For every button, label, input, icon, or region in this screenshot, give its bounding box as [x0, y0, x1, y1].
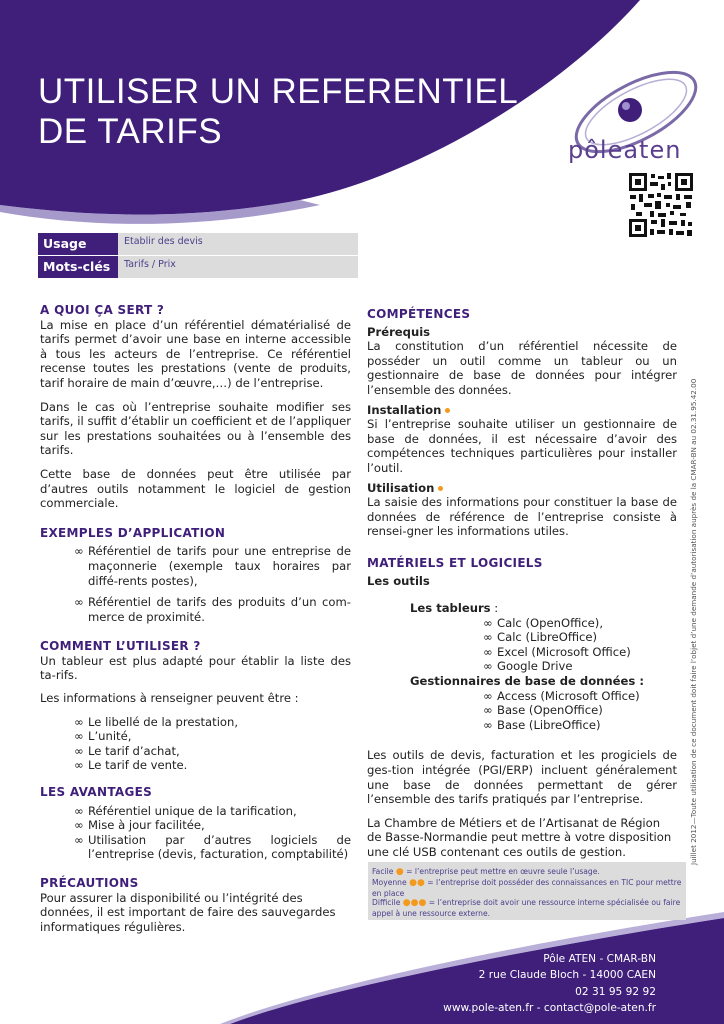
- avantages-list: [40, 804, 351, 862]
- exemples-list: [40, 544, 351, 624]
- list-item: ∞ Référentiel de tarifs des produits d’un com-merce de proximité.: [74, 595, 351, 624]
- list-item: ∞ Le tarif d’achat,: [74, 743, 180, 758]
- list-item: ∞ Calc (OpenOffice),: [483, 615, 604, 630]
- section-heading-avantages: LES AVANTAGES: [40, 785, 153, 800]
- tools-block: [410, 601, 677, 732]
- paragraph: Pour assurer la disponibilité ou l’intégrité des données, il est important de faire des sauvegardes informatiques régulières.: [40, 890, 336, 934]
- meta-key: Mots-clés: [38, 256, 118, 278]
- meta-row-keywords: [38, 256, 358, 278]
- paragraph: La saisie des informations pour constituer la base de données de référence de l’entreprise consiste à rensei-gner les informations utiles.: [367, 495, 677, 539]
- section-heading-materiels: MATÉRIELS ET LOGICIELS: [367, 555, 543, 570]
- list-item: ∞ Utilisation par d’autres logiciels de l’entreprise (devis, facturation, comptabilité): [74, 832, 351, 862]
- infinity-bullet-icon: ∞: [74, 729, 84, 744]
- gestionnaires-label: Gestionnaires de base de données :: [410, 674, 644, 689]
- list-item: ∞ Le tarif de vente.: [74, 758, 188, 773]
- paragraph: Dans le cas où l’entreprise souhaite modifier ses tarifs, il suffit d’établir un coefficient et de l’appliquer sur les prestations souhaitées ou à l’ensemble des tarifs.: [40, 399, 351, 458]
- page-title: UTILISER UN REFERENTIEL DE TARIFS: [38, 72, 517, 151]
- paragraph: Si l’entreprise souhaite utiliser un gestionnaire de base de données, il est nécessaire d’avoir des compétences techniques particulières pour installer l’outil.: [367, 417, 677, 475]
- subheading-prerequis: Prérequis: [367, 324, 431, 339]
- infinity-bullet-icon: ∞: [74, 803, 84, 818]
- difficulty-legend: [368, 862, 686, 920]
- list-item: ∞ Référentiel unique de la tarification,: [74, 803, 297, 818]
- meta-value: Tarifs / Prix: [118, 256, 358, 278]
- footer-phone: 02 31 95 92 92: [575, 985, 656, 998]
- side-copyright-text: Juillet 2012—Toute utilisation de ce document doit faire l’objet d’une demande d’autorisation auprès de la CMAR-BN au 02.31.95.42.00: [689, 378, 698, 865]
- list-item: ∞ Access (Microsoft Office): [483, 688, 640, 703]
- footer-org: Pôle ATEN - CMAR-BN: [543, 953, 656, 965]
- tableurs-list: [435, 616, 677, 674]
- paragraph: La constitution d’un référentiel nécessite de posséder un outil comme un tableur ou un gestionnaire de base de données pour intégrer l’ensemble des données.: [367, 339, 677, 397]
- paragraph: Cette base de données peut être utilisée par d’autres outils notamment le logiciel de gestion commerciale.: [40, 466, 351, 511]
- infinity-bullet-icon: ∞: [483, 703, 493, 718]
- infinity-bullet-icon: ∞: [74, 544, 84, 559]
- list-item: ∞ Calc (LibreOffice): [483, 630, 598, 645]
- gestionnaires-list: [435, 689, 677, 733]
- comment-list: [40, 715, 351, 773]
- paragraph: Un tableur est plus adapté pour établir la liste des ta-rifs.: [40, 653, 351, 683]
- difficulty-dot-icon: [438, 486, 443, 491]
- infinity-bullet-icon: ∞: [74, 758, 84, 773]
- footer-links[interactable]: www.pole-aten.fr - contact@pole-aten.fr: [443, 1001, 656, 1014]
- footer-address: 2 rue Claude Bloch - 14000 CAEN: [478, 969, 656, 982]
- paragraph: Les outils de devis, facturation et les progiciels de ges-tion intégrée (PGI/ERP) incluent généralement une base de données permettant de gérer l’ensemble des tarifs pratiqués par l’entreprise.: [367, 748, 677, 807]
- left-column: [40, 303, 351, 934]
- paragraph: Les informations à renseigner peuvent être :: [40, 691, 299, 706]
- infinity-bullet-icon: ∞: [483, 717, 493, 732]
- paragraph: La Chambre de Métiers et de l’Artisanat de Région de Basse-Normandie peut mettre à votre disposition une clé USB contenant ces outils de gestion.: [367, 815, 672, 859]
- subheading-installation: Installation: [367, 403, 677, 418]
- section-heading-comment: COMMENT L’UTILISER ?: [40, 639, 201, 654]
- right-column: [367, 307, 677, 860]
- qr-code-icon: [628, 172, 694, 238]
- meta-value: Etablir des devis: [118, 233, 358, 255]
- orange-dot-icon: ●: [395, 867, 404, 877]
- infinity-bullet-icon: ∞: [74, 714, 84, 729]
- list-item: ∞ Le libellé de la prestation,: [74, 714, 239, 729]
- list-item: ∞ Google Drive: [483, 659, 573, 674]
- subheading-utilisation: Utilisation: [367, 481, 677, 496]
- list-item: ∞ Référentiel de tarifs pour une entreprise de maçonnerie (exemple taux horaires par diffé-rents postes),: [74, 544, 351, 588]
- footer-contact: [443, 951, 656, 1016]
- orange-dots-icon: ●●●: [402, 898, 427, 909]
- legend-row-facile: Facile ● = l’entreprise peut mettre en œuvre seule l’usage.: [372, 867, 600, 877]
- infinity-bullet-icon: ∞: [483, 659, 493, 674]
- section-heading-competences: COMPÉTENCES: [367, 307, 471, 321]
- infinity-bullet-icon: ∞: [74, 595, 84, 610]
- list-item: ∞ Mise à jour facilitée,: [74, 818, 205, 833]
- paragraph: La mise en place d’un référentiel dématérialisé de tarifs permet d’avoir une base en interne accessible à tous les acteurs de l’entreprise. Ce référentiel recense toutes les prestations (vente de produits, tarif horaire de main d’œuvre,…) de l’entreprise.: [40, 317, 351, 390]
- infinity-bullet-icon: ∞: [74, 743, 84, 758]
- list-item: ∞ Base (OpenOffice): [483, 703, 603, 718]
- infinity-bullet-icon: ∞: [483, 615, 493, 630]
- infinity-bullet-icon: ∞: [74, 818, 84, 833]
- logo-wordmark: pôleaten: [568, 136, 682, 164]
- section-heading-a-quoi: A QUOI ÇA SERT ?: [40, 303, 165, 317]
- infinity-bullet-icon: ∞: [74, 832, 84, 847]
- legend-row-moyenne: Moyenne ●● = l’entreprise doit posséder des connaissances en TIC pour mettre en place: [372, 877, 682, 898]
- infinity-bullet-icon: ∞: [483, 630, 493, 645]
- tableurs-label: Les tableurs :: [410, 601, 499, 616]
- section-heading-precautions: PRÉCAUTIONS: [40, 876, 139, 890]
- section-heading-exemples: EXEMPLES D’APPLICATION: [40, 525, 226, 540]
- list-item: ∞ L’unité,: [74, 729, 132, 744]
- legend-row-difficile: Difficile ●●● = l’entreprise doit avoir une ressource interne spécialisée ou faire appel à une ressource externe.: [372, 898, 681, 919]
- infinity-bullet-icon: ∞: [483, 644, 493, 659]
- orange-dots-icon: ●●: [409, 877, 425, 888]
- list-item: ∞ Excel (Microsoft Office): [483, 644, 631, 659]
- difficulty-dot-icon: [445, 408, 450, 413]
- list-item: ∞ Base (LibreOffice): [483, 717, 601, 732]
- meta-row-usage: [38, 233, 358, 255]
- infinity-bullet-icon: ∞: [483, 688, 493, 703]
- meta-key: Usage: [38, 233, 118, 255]
- subheading-outils: Les outils: [367, 573, 430, 588]
